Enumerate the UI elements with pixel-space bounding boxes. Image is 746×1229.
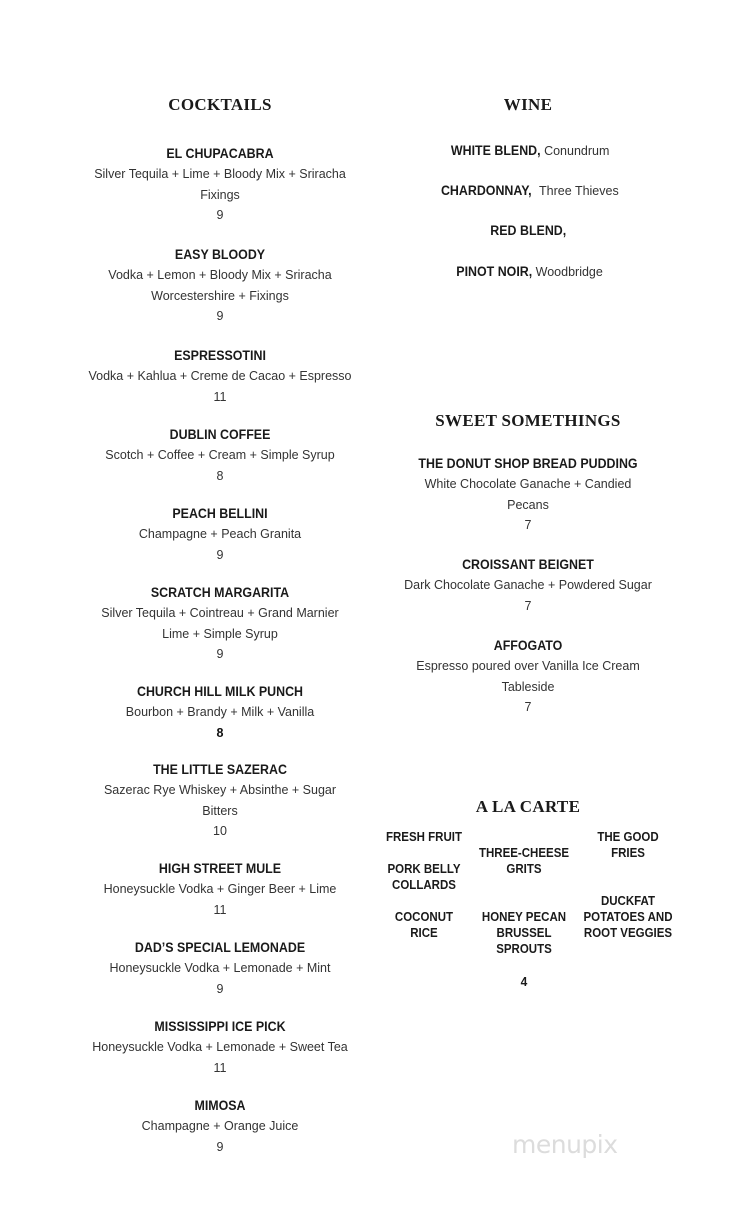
dessert-name: AFFOGATO <box>493 638 563 653</box>
side-label: FRIES <box>611 846 645 860</box>
cocktail-price: 9 <box>216 981 224 996</box>
side-label: THREE-CHEESE <box>478 846 570 860</box>
side-duckfat-potatoes <box>575 893 682 941</box>
side-label: BRUSSEL <box>496 926 552 940</box>
cocktail-name: HIGH STREET MULE <box>158 861 282 876</box>
cocktail-espressotini <box>40 346 400 407</box>
menupix-watermark: menupix <box>512 1130 618 1159</box>
cocktail-price: 9 <box>216 1139 224 1154</box>
side-fresh-fruit <box>376 829 472 845</box>
cocktail-desc: Worcestershire + Fixings <box>151 288 289 303</box>
dessert-donut-bread-pudding <box>378 454 678 536</box>
side-good-fries <box>580 829 676 861</box>
cocktail-desc: Silver Tequila + Cointreau + Grand Marnier <box>101 606 339 620</box>
cocktail-price: 11 <box>213 902 227 917</box>
cocktail-dads-special-lemonade <box>40 938 400 999</box>
dessert-affogato <box>378 636 678 718</box>
cocktail-name: DUBLIN COFFEE <box>169 427 271 442</box>
side-label: GRITS <box>506 862 542 876</box>
dessert-price: 7 <box>524 598 532 613</box>
cocktail-desc: Silver Tequila + Lime + Bloody Mix + Sriracha <box>94 167 346 181</box>
side-pork-belly-collards <box>376 861 472 893</box>
cocktail-name: EASY BLOODY <box>174 247 266 262</box>
cocktail-price: 9 <box>216 309 224 323</box>
cocktail-desc: Champagne + Orange Juice <box>141 1119 299 1133</box>
cocktail-name: PEACH BELLINI <box>172 506 268 521</box>
cocktail-name: SCRATCH MARGARITA <box>150 585 290 600</box>
wine-chardonnay <box>378 183 678 198</box>
cocktail-desc: Honeysuckle Vodka + Lemonade + Mint <box>109 961 331 975</box>
cocktail-desc: Honeysuckle Vodka + Ginger Beer + Lime <box>103 882 337 896</box>
wine-producer: Three Thieves <box>535 184 619 198</box>
cocktail-easy-bloody <box>40 245 400 327</box>
cocktail-price: 9 <box>216 547 224 562</box>
dessert-name: CROISSANT BEIGNET <box>462 557 594 572</box>
cocktail-desc: Sazerac Rye Whiskey + Absinthe + Sugar <box>103 783 337 797</box>
cocktail-mimosa <box>40 1096 400 1157</box>
wine-producer: Conundrum <box>544 144 610 158</box>
cocktail-desc: Bitters <box>202 803 238 818</box>
cocktail-high-street-mule <box>40 859 400 920</box>
cocktail-desc: Bourbon + Brandy + Milk + Vanilla <box>125 705 315 719</box>
cocktail-desc: Champagne + Peach Granita <box>138 527 302 541</box>
cocktail-desc: Vodka + Lemon + Bloody Mix + Sriracha <box>108 268 332 282</box>
sweet-heading: SWEET SOMETHINGS <box>435 411 621 430</box>
cocktail-desc: Lime + Simple Syrup <box>162 626 278 641</box>
cocktail-price: 9 <box>216 208 224 222</box>
side-price: 4 <box>520 974 528 989</box>
cocktail-desc: Fixings <box>200 187 240 202</box>
cocktail-name: DAD’S SPECIAL LEMONADE <box>134 940 306 955</box>
wine-white-blend <box>378 143 678 158</box>
side-label: FRESH FRUIT <box>385 830 463 844</box>
side-honey-pecan-brussel-sprouts <box>472 909 575 957</box>
cocktail-name: THE LITTLE SAZERAC <box>153 762 287 777</box>
wine-heading: WINE <box>503 95 553 114</box>
side-label: HONEY PECAN <box>481 910 567 924</box>
side-label: RICE <box>410 926 438 940</box>
cocktail-price: 10 <box>213 824 227 838</box>
wine-pinot-noir <box>378 264 678 279</box>
wine-name: RED BLEND, <box>490 223 566 238</box>
cocktail-name: EL CHUPACABRA <box>166 146 274 161</box>
cocktail-little-sazerac <box>40 760 400 842</box>
cocktail-desc: Scotch + Coffee + Cream + Simple Syrup <box>105 448 335 462</box>
dessert-price: 7 <box>524 518 532 532</box>
cocktail-price: 11 <box>213 389 227 404</box>
cocktail-price: 8 <box>216 725 224 740</box>
dessert-croissant-beignet <box>378 555 678 616</box>
dessert-desc: Dark Chocolate Ganache + Powdered Sugar <box>404 578 652 592</box>
cocktail-price: 8 <box>216 468 224 483</box>
side-label: POTATOES AND <box>583 910 673 924</box>
wine-red-blend <box>378 223 678 238</box>
cocktail-name: MIMOSA <box>194 1098 246 1113</box>
cocktail-name: CHURCH HILL MILK PUNCH <box>136 684 304 699</box>
side-coconut-rice <box>376 909 472 941</box>
side-label: ROOT VEGGIES <box>583 926 673 940</box>
cocktail-price: 9 <box>216 647 224 661</box>
side-three-cheese-grits <box>472 845 575 877</box>
cocktail-dublin-coffee <box>40 425 400 486</box>
cocktail-name: MISSISSIPPI ICE PICK <box>154 1019 286 1034</box>
dessert-desc: Pecans <box>507 497 549 512</box>
cocktail-name: ESPRESSOTINI <box>174 348 266 363</box>
wine-name: CHARDONNAY, <box>441 183 532 198</box>
dessert-desc: Espresso poured over Vanilla Ice Cream <box>416 659 640 673</box>
wine-name: WHITE BLEND, <box>450 143 541 158</box>
cocktail-mississippi-ice-pick <box>40 1017 400 1078</box>
dessert-price: 7 <box>524 700 532 714</box>
side-label: DUCKFAT <box>600 894 656 908</box>
cocktail-price: 11 <box>213 1060 227 1075</box>
wine-producer: Woodbridge <box>535 265 603 279</box>
dessert-desc: White Chocolate Ganache + Candied <box>424 477 632 491</box>
side-label: COCONUT <box>394 910 454 924</box>
side-label: PORK BELLY <box>387 862 461 876</box>
a-la-carte-heading: A LA CARTE <box>475 797 581 816</box>
cocktail-scratch-margarita <box>40 583 400 665</box>
side-label: COLLARDS <box>392 878 456 892</box>
side-label: SPROUTS <box>496 942 552 956</box>
cocktails-heading: COCKTAILS <box>168 95 272 114</box>
dessert-name: THE DONUT SHOP BREAD PUDDING <box>418 456 638 471</box>
wine-name: PINOT NOIR, <box>456 264 533 279</box>
side-label: THE GOOD <box>597 830 659 844</box>
cocktail-desc: Honeysuckle Vodka + Lemonade + Sweet Tea <box>92 1040 348 1054</box>
cocktail-el-chupacabra <box>40 144 400 226</box>
cocktail-desc: Vodka + Kahlua + Creme de Cacao + Espresso <box>88 369 352 383</box>
cocktail-peach-bellini <box>40 504 400 565</box>
dessert-desc: Tableside <box>501 679 555 694</box>
cocktail-church-hill-milk-punch <box>40 682 400 743</box>
